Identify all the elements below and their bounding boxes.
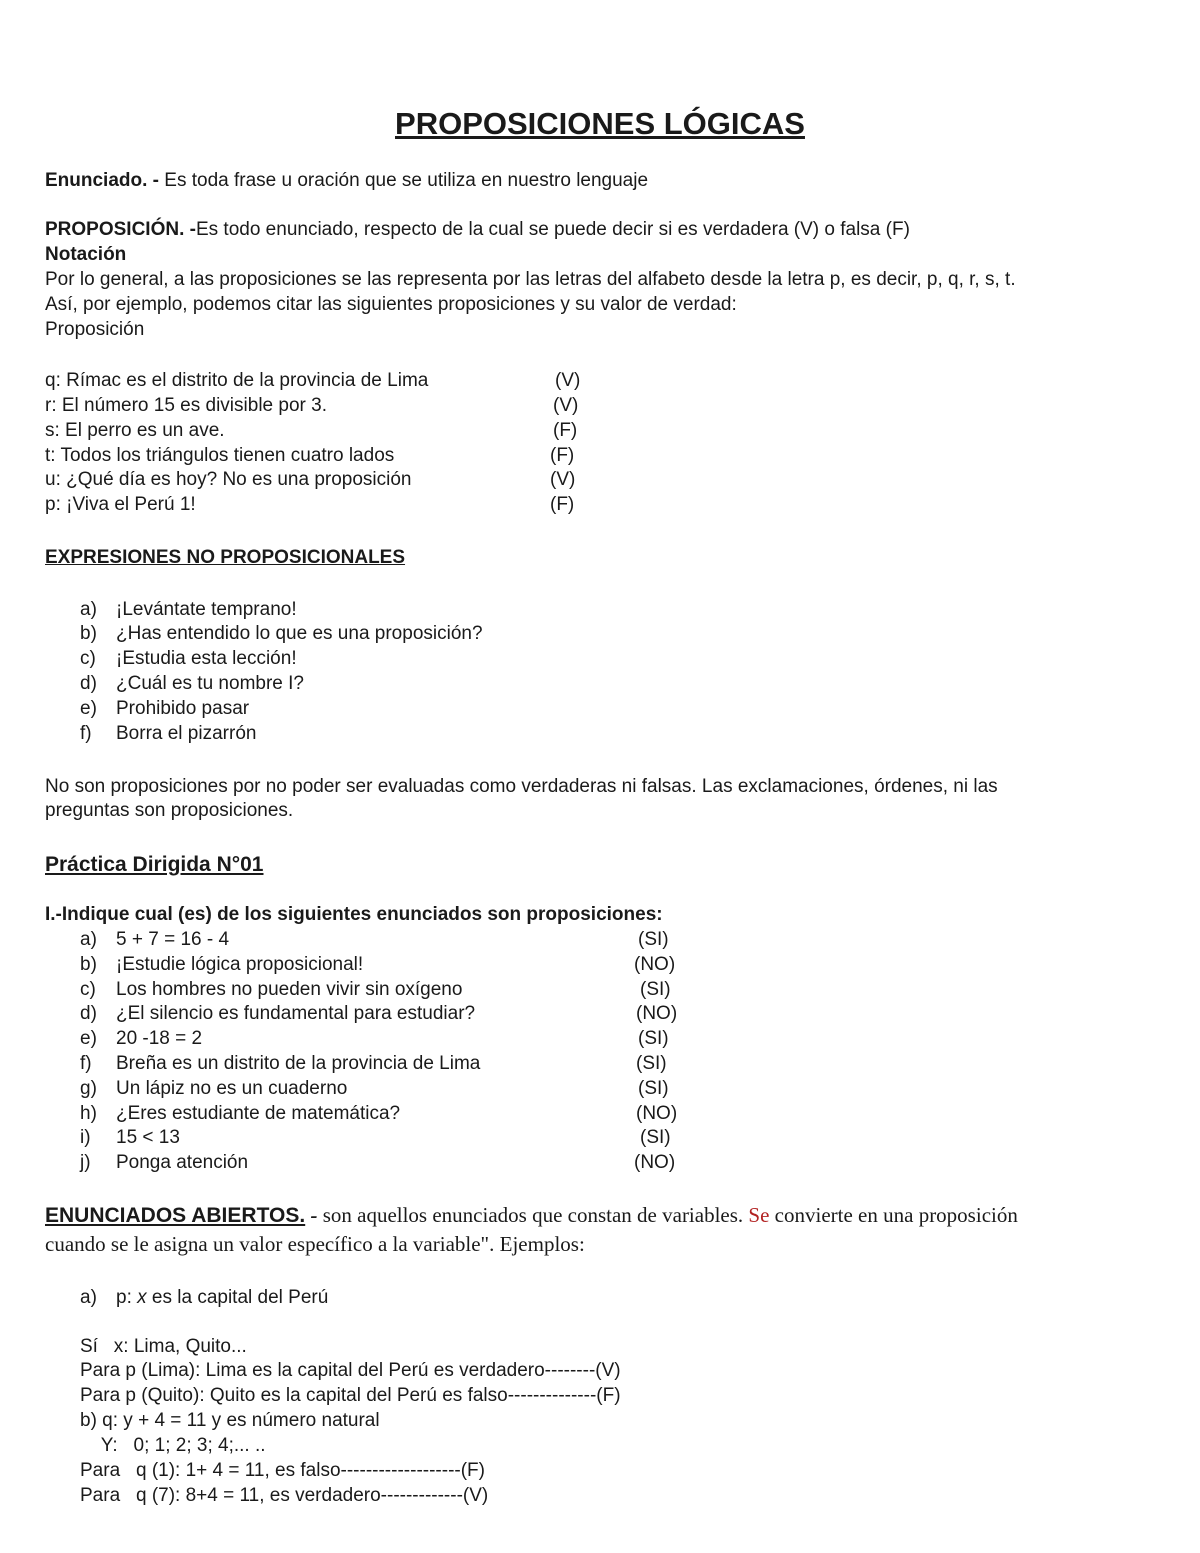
practica-question: I.-Indique cual (es) de los siguientes enunciados son proposiciones: [45,904,663,925]
list-item: 5 + 7 = 16 - 4 [116,929,230,950]
list-marker: f) [80,1053,92,1074]
list-item: Breña es un distrito de la provincia de Lima [116,1053,481,1074]
answer-badge: (NO) [634,1152,676,1173]
example-text: p: ¡Viva el Perú 1! [45,494,196,515]
list-item: 20 -18 = 2 [116,1028,203,1049]
answer-badge: (NO) [634,954,676,975]
list-marker: a) [80,599,97,620]
notacion-line-1: Por lo general, a las proposiciones se las representa por las letras del alfabeto desde la letra p, es decir, p, q, r, s, t. [45,269,1016,290]
answer-badge: (SI) [636,1053,667,1074]
answer-badge: (NO) [636,1003,678,1024]
list-marker: a) [80,929,97,950]
abiertos-line-2: cuando se le asigna un valor específico a la variable". Ejemplos: [45,1232,585,1256]
answer-badge: (NO) [636,1103,678,1124]
list-marker: a) [80,1287,97,1308]
list-marker: c) [80,979,96,1000]
abiertos-term: ENUNCIADOS ABIERTOS. [45,1204,306,1227]
list-item: ¿Cuál es tu nombre I? [116,673,304,694]
abiertos-line: Sí x: Lima, Quito... [80,1336,247,1357]
answer-badge: (SI) [638,1078,669,1099]
abiertos-line: Para q (1): 1+ 4 = 11, es falso-------------------(F) [80,1460,485,1481]
list-marker: e) [80,698,97,719]
no-prop-heading: EXPRESIONES NO PROPOSICIONALES [45,547,406,568]
example-value: (F) [553,420,578,441]
notacion-heading: Notación [45,244,127,265]
proposicion-text: Es todo enunciado, respecto de la cual se puede decir si es verdadera (V) o falsa (F) [195,219,910,240]
notacion-line-2: Así, por ejemplo, podemos citar las siguientes proposiciones y su valor de verdad: [45,294,737,315]
example-text: q: Rímac es el distrito de la provincia de Lima [45,370,429,391]
example-text: r: El número 15 es divisible por 3. [45,395,327,416]
abiertos-line: Para p (Lima): Lima es la capital del Perú es verdadero--------(V) [80,1360,621,1381]
list-item: Un lápiz no es un cuaderno [116,1078,348,1099]
abiertos-line: b) q: y + 4 = 11 y es número natural [80,1410,380,1431]
list-item: Ponga atención [116,1152,249,1173]
enunciado-term: Enunciado. - [45,170,159,191]
list-item: ¡Estudia esta lección! [116,648,297,669]
proposicion-term: PROPOSICIÓN. - [45,219,196,240]
example-text: t: Todos los triángulos tienen cuatro lados [45,445,395,466]
abiertos-text-1: son aquellos enunciados que constan de variables. [317,1203,749,1227]
list-marker: b) [80,623,97,644]
list-marker: e) [80,1028,97,1049]
example-value: (V) [550,469,576,490]
list-marker: f) [80,723,92,744]
abiertos-text-2: convierte en una proposición [769,1203,1018,1227]
list-item: 15 < 13 [116,1127,180,1148]
list-item: Prohibido pasar [116,698,250,719]
list-marker: h) [80,1103,97,1124]
list-marker: c) [80,648,96,669]
example-value: (F) [550,494,575,515]
list-marker: d) [80,673,97,694]
answer-badge: (SI) [638,929,669,950]
example-a-variable: x [137,1287,147,1308]
example-text: s: El perro es un ave. [45,420,225,441]
proposicion-definition [45,218,910,242]
abiertos-red-word: Se [748,1203,770,1227]
no-prop-note-1: No son proposiciones por no poder ser evaluadas como verdaderas ni falsas. Las exclamaciones, órdenes, ni las [45,776,998,797]
abiertos-dash: - [305,1203,318,1227]
list-marker: d) [80,1003,97,1024]
list-marker: j) [80,1152,91,1173]
list-item: ¿Eres estudiante de matemática? [116,1103,401,1124]
enunciado-definition [45,169,648,193]
answer-badge: (SI) [640,979,671,1000]
abiertos-definition [45,1203,1018,1229]
answer-badge: (SI) [638,1028,669,1049]
example-a-prefix: p: [116,1287,138,1308]
list-item: Los hombres no pueden vivir sin oxígeno [116,979,463,1000]
list-item: ¿El silencio es fundamental para estudiar? [116,1003,476,1024]
enunciado-text: Es toda frase u oración que se utiliza en nuestro lenguaje [159,170,649,191]
list-item: ¡Levántate temprano! [116,599,297,620]
abiertos-line: Para q (7): 8+4 = 11, es verdadero-------------(V) [80,1485,489,1506]
list-item: Borra el pizarrón [116,723,257,744]
page-title: PROPOSICIONES LÓGICAS [395,106,805,141]
example-a-suffix: es la capital del Perú [146,1287,329,1308]
abiertos-line: Para p (Quito): Quito es la capital del Perú es falso--------------(F) [80,1385,621,1406]
practica-heading: Práctica Dirigida N°01 [45,853,264,876]
example-value: (V) [553,395,579,416]
abiertos-example-a [116,1286,328,1310]
list-item: ¡Estudie lógica proposicional! [116,954,364,975]
example-value: (V) [555,370,581,391]
proposicion-column-label: Proposición [45,319,145,340]
no-prop-note-2: preguntas son proposiciones. [45,800,294,821]
list-marker: i) [80,1127,91,1148]
answer-badge: (SI) [640,1127,671,1148]
example-value: (F) [550,445,575,466]
abiertos-line: Y: 0; 1; 2; 3; 4;... .. [80,1435,266,1456]
list-marker: g) [80,1078,97,1099]
list-item: ¿Has entendido lo que es una proposición? [116,623,483,644]
example-text: u: ¿Qué día es hoy? No es una proposición [45,469,412,490]
list-marker: b) [80,954,97,975]
